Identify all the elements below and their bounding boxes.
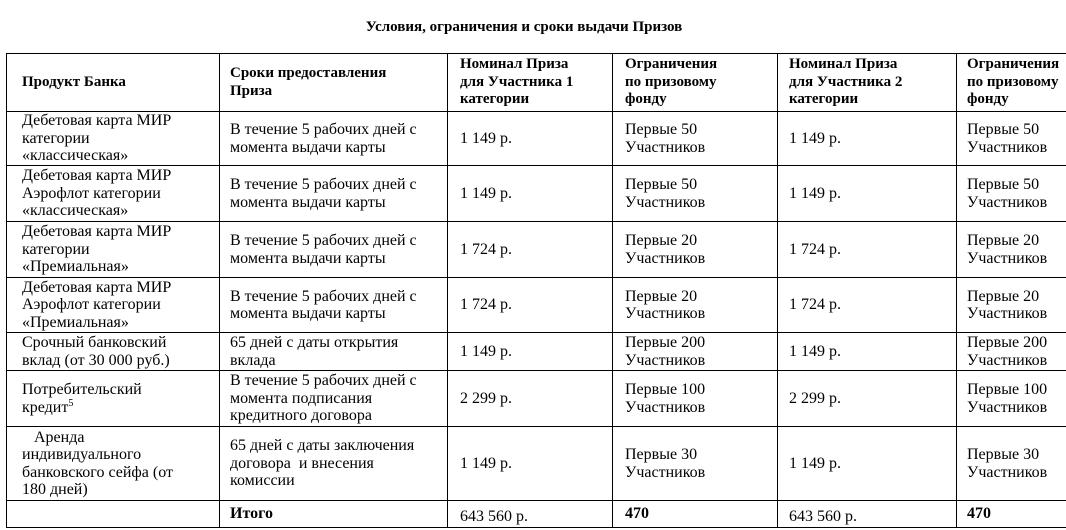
cell-product: Дебетовая карта МИР Аэрофлот категории «Премиальная» — [7, 278, 220, 333]
table-row — [7, 222, 1066, 278]
table-row — [7, 427, 1066, 501]
prize-conditions-table — [6, 53, 1066, 528]
table-row — [7, 333, 1066, 371]
cell-limit-cat1: Первые 200 Участников — [613, 333, 778, 371]
footnote-marker: 5 — [68, 397, 74, 409]
table-row — [7, 166, 1066, 222]
cell-product: Срочный банковский вклад (от 30 000 руб.) — [7, 333, 220, 371]
cell-nominal-cat1: 1 149 р. — [448, 166, 613, 222]
cell-terms: В течение 5 рабочих дней с момента выдачи карты — [220, 222, 448, 278]
table-header-row — [7, 54, 1066, 112]
cell-product: Дебетовая карта МИР категории «Премиальная» — [7, 222, 220, 278]
product-name: Потребительский кредит — [22, 381, 142, 416]
cell-limit-cat2: Первые 20 Участников — [957, 278, 1066, 333]
cell-limit-cat2: Первые 50 Участников — [957, 166, 1066, 222]
cell-terms: 65 дней с даты заключения договора и внесения комиссии — [220, 427, 448, 501]
cell-nominal-cat1: 1 724 р. — [448, 222, 613, 278]
total-nominal-cat2: 643 560 р. — [778, 501, 957, 528]
header-limit-cat2: Ограничения по призовому фонду — [957, 54, 1066, 112]
total-limit-cat1: 470 — [613, 501, 778, 528]
cell-terms: В течение 5 рабочих дней с момента выдачи карты — [220, 278, 448, 333]
header-nominal-cat1: Номинал Приза для Участника 1 категории — [448, 54, 613, 112]
cell-limit-cat1: Первые 30 Участников — [613, 427, 778, 501]
cell-terms: В течение 5 рабочих дней с момента выдачи карты — [220, 112, 448, 166]
cell-nominal-cat2: 2 299 р. — [778, 371, 957, 427]
cell-nominal-cat2: 1 149 р. — [778, 333, 957, 371]
table-row — [7, 371, 1066, 427]
cell-limit-cat2: Первые 200 Участников — [957, 333, 1066, 371]
cell-terms: 65 дней с даты открытия вклада — [220, 333, 448, 371]
cell-limit-cat2: Первые 30 Участников — [957, 427, 1066, 501]
cell-limit-cat2: Первые 20 Участников — [957, 222, 1066, 278]
header-nominal-cat2: Номинал Приза для Участника 2 категории — [778, 54, 957, 112]
cell-limit-cat1: Первые 50 Участников — [613, 166, 778, 222]
cell-nominal-cat2: 1 724 р. — [778, 278, 957, 333]
cell-nominal-cat2: 1 149 р. — [778, 112, 957, 166]
cell-terms: В течение 5 рабочих дней с момента подписания кредитного договора — [220, 371, 448, 427]
cell-limit-cat1: Первые 50 Участников — [613, 112, 778, 166]
table-row — [7, 278, 1066, 333]
total-row — [7, 501, 1066, 528]
cell-nominal-cat1: 2 299 р. — [448, 371, 613, 427]
cell-limit-cat1: Первые 20 Участников — [613, 222, 778, 278]
cell-nominal-cat1: 1 149 р. — [448, 427, 613, 501]
cell-product: Дебетовая карта МИР Аэрофлот категории «классическая» — [7, 166, 220, 222]
page-title: Условия, ограничения и сроки выдачи Призов — [365, 19, 683, 35]
cell-terms: В течение 5 рабочих дней с момента выдачи карты — [220, 166, 448, 222]
cell-nominal-cat2: 1 724 р. — [778, 222, 957, 278]
cell-nominal-cat1: 1 149 р. — [448, 333, 613, 371]
cell-limit-cat2: Первые 50 Участников — [957, 112, 1066, 166]
cell-limit-cat2: Первые 100 Участников — [957, 371, 1066, 427]
total-nominal-cat1: 643 560 р. — [448, 501, 613, 528]
header-product: Продукт Банка — [7, 54, 220, 112]
cell-nominal-cat1: 1 149 р. — [448, 112, 613, 166]
cell-limit-cat1: Первые 20 Участников — [613, 278, 778, 333]
total-empty-cell — [7, 501, 220, 528]
cell-product: Аренда индивидуального банковского сейфа (от 180 дней) — [7, 427, 220, 501]
cell-product: Дебетовая карта МИР категории «классическая» — [7, 112, 220, 166]
header-limit-cat1: Ограничения по призовому фонду — [613, 54, 778, 112]
total-label: Итого — [220, 501, 448, 528]
header-terms: Сроки предоставления Приза — [220, 54, 448, 112]
cell-nominal-cat2: 1 149 р. — [778, 427, 957, 501]
cell-nominal-cat1: 1 724 р. — [448, 278, 613, 333]
cell-nominal-cat2: 1 149 р. — [778, 166, 957, 222]
cell-product — [7, 371, 220, 427]
table-row — [7, 112, 1066, 166]
cell-limit-cat1: Первые 100 Участников — [613, 371, 778, 427]
total-limit-cat2: 470 — [957, 501, 1066, 528]
